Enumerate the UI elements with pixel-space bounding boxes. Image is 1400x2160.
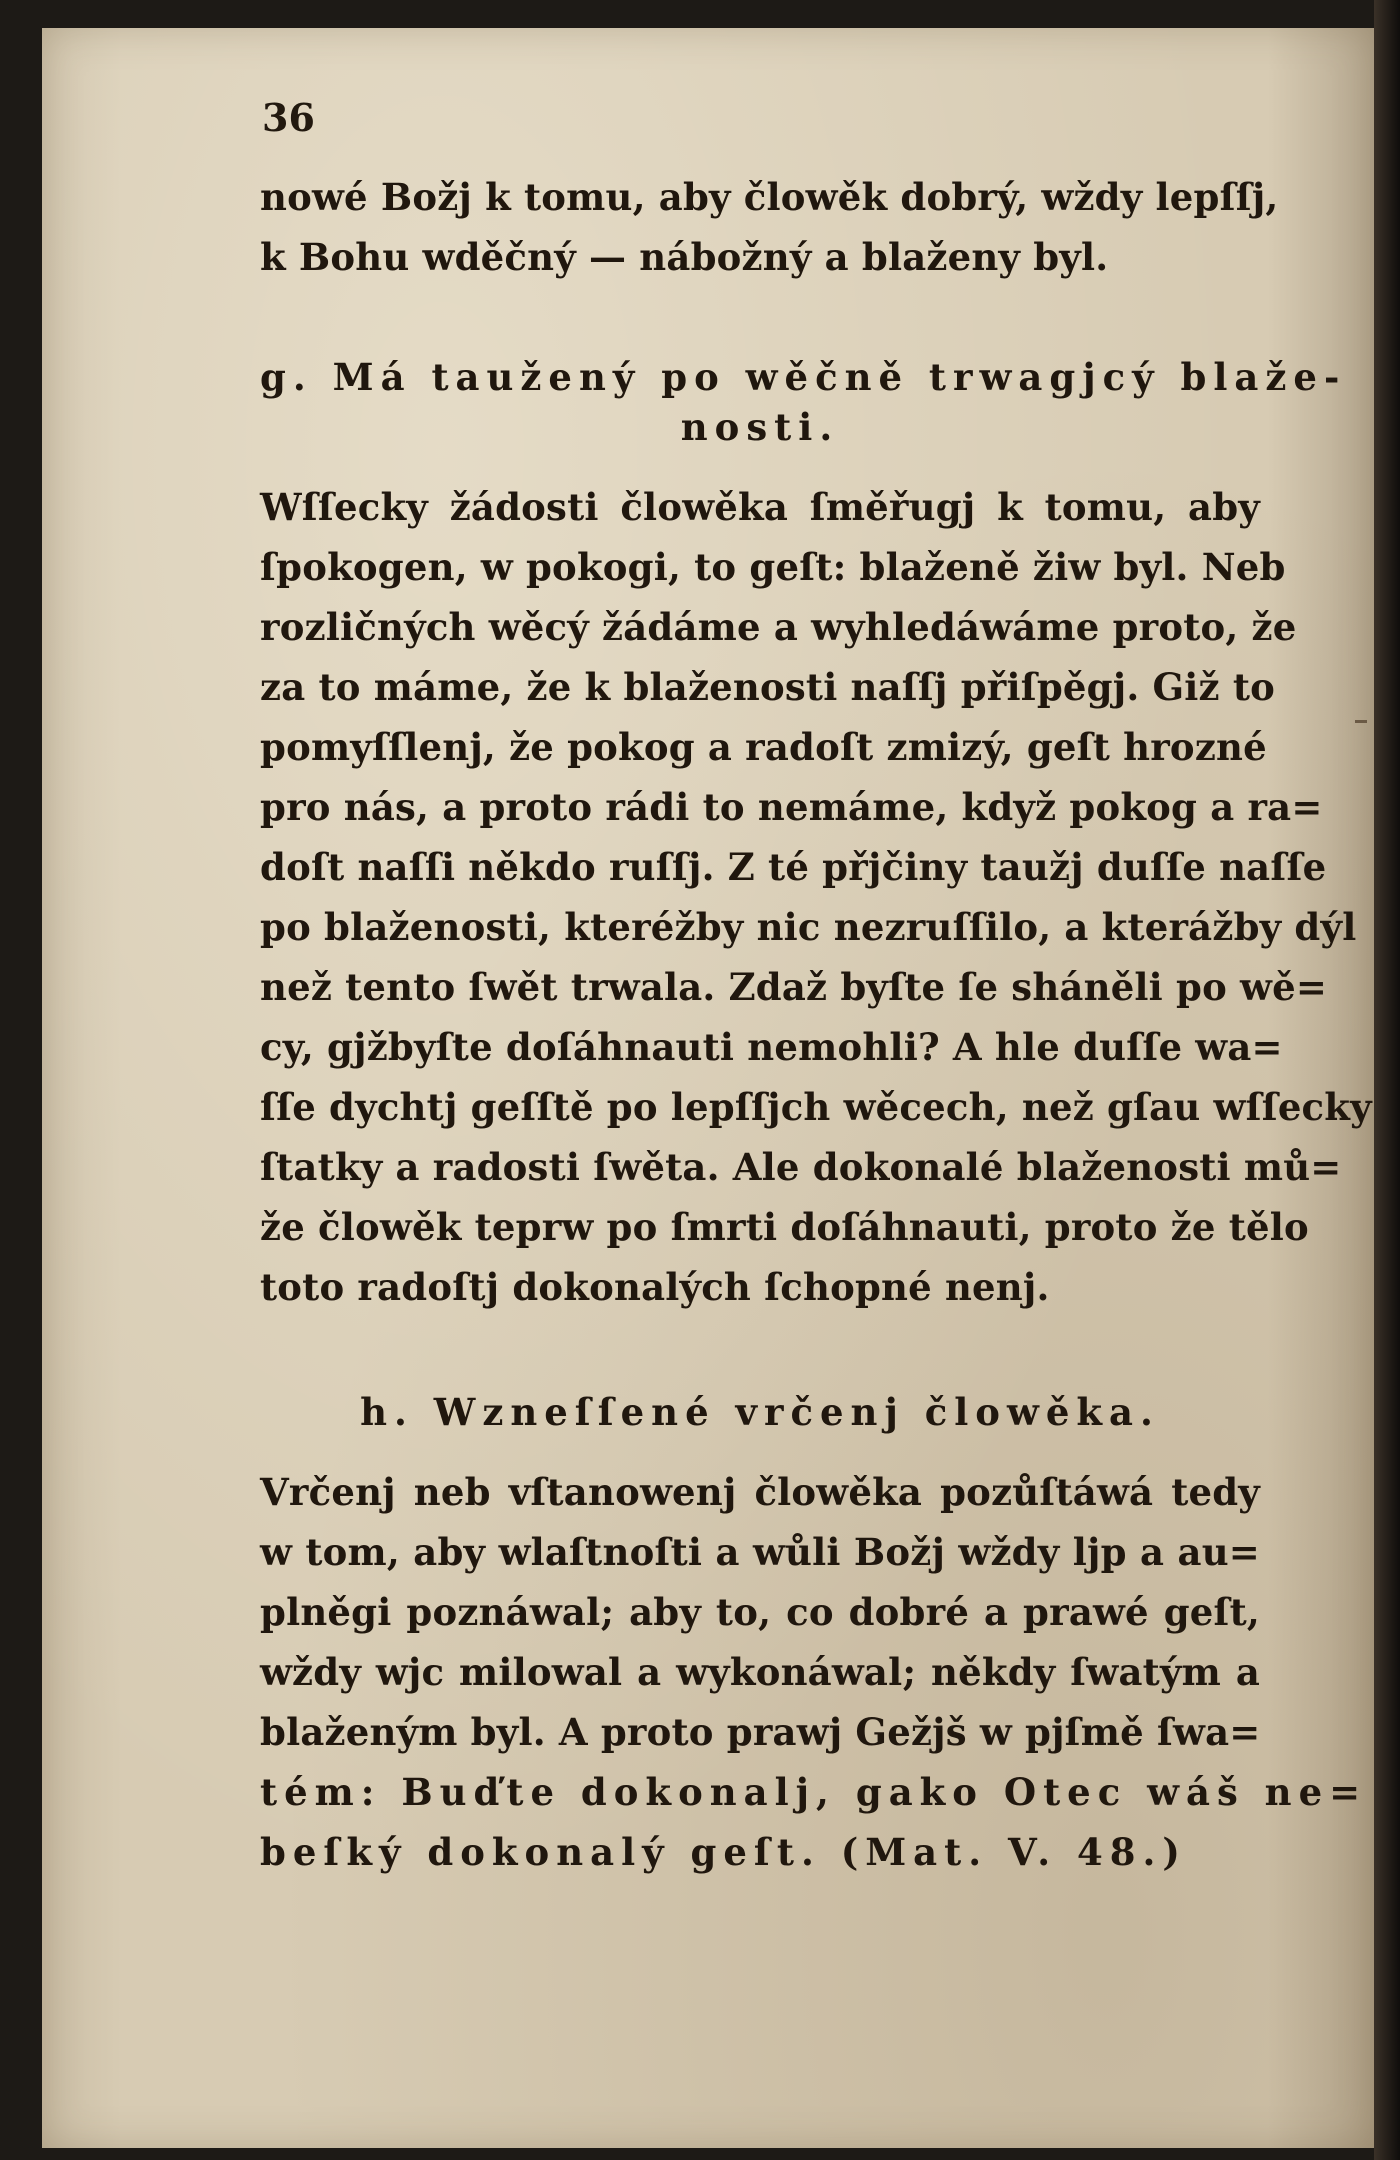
text-line: cy, gjžbyſte doſáhnauti nemohli? A hle duſſe wa= <box>260 1025 1283 1069</box>
section-heading: h. Wzneſſené vrčenj člowěka. <box>360 1390 1160 1434</box>
text-line: pro nás, a proto rádi to nemáme, když pokog a ra= <box>260 785 1323 829</box>
text-line: ſtatky a radosti ſwěta. Ale dokonalé blaženosti mů= <box>260 1145 1342 1189</box>
text-line: beſký dokonalý geſt. (Mat. V. 48.) <box>260 1830 1187 1874</box>
text-line: pomyſſlenj, že pokog a radoſt zmizý, geſt hrozné <box>260 725 1267 769</box>
text-line: ſſe dychtj geſſtě po lepſſjch wěcech, než gſau wſſecky <box>260 1085 1372 1129</box>
text-line: než tento ſwět trwala. Zdaž byſte ſe sháněli po wě= <box>260 965 1328 1009</box>
book-gutter <box>1374 0 1400 2160</box>
text-line: že člowěk teprw po ſmrti doſáhnauti, proto že tělo <box>260 1205 1309 1249</box>
page-number: 36 <box>262 95 315 140</box>
margin-mark <box>1355 720 1367 723</box>
text-line: w tom, aby wlaſtnoſti a wůli Božj wždy ljp a au= <box>260 1530 1260 1574</box>
text-line: rozličných wěcý žádáme a wyhledáwáme proto, že <box>260 605 1297 649</box>
text-line: k Bohu wděčný — nábožný a blaženy byl. <box>260 235 1109 279</box>
text-line: doſt naſſi někdo ruſſj. Z té přjčiny taužj duſſe naſſe <box>260 845 1327 889</box>
text-line: za to máme, že k blaženosti naſſj přiſpěgj. Giž to <box>260 665 1275 709</box>
text-line: ſpokogen, w pokogi, to geſt: blaženě žiw byl. Neb <box>260 545 1286 589</box>
text-line: blaženým byl. A proto prawj Gežjš w pjſmě ſwa= <box>260 1710 1261 1754</box>
text-line: po blaženosti, kteréžby nic nezruſſilo, a kterážby dýl <box>260 905 1357 949</box>
section-heading: g. Má taužený po wěčně trwagjcý blaže- <box>260 355 1347 399</box>
text-line: plněgi poznáwal; aby to, co dobré a prawé geſt, <box>260 1590 1260 1634</box>
text-line: wždy wjc milowal a wykonáwal; někdy ſwatým a <box>260 1650 1260 1694</box>
section-heading: nosti. <box>680 405 840 449</box>
text-line: nowé Božj k tomu, aby člowěk dobrý, wždy lepſſj, <box>260 175 1279 219</box>
text-line: tém: Buďte dokonalj, gako Otec wáš ne= <box>260 1770 1368 1814</box>
text-line: toto radoſtj dokonalých ſchopné nenj. <box>260 1265 1050 1309</box>
text-line: Vrčenj neb vſtanowenj člowěka pozůſtáwá tedy <box>260 1470 1260 1514</box>
text-line: Wſſecky žádosti člowěka ſměřugj k tomu, aby <box>260 485 1260 529</box>
